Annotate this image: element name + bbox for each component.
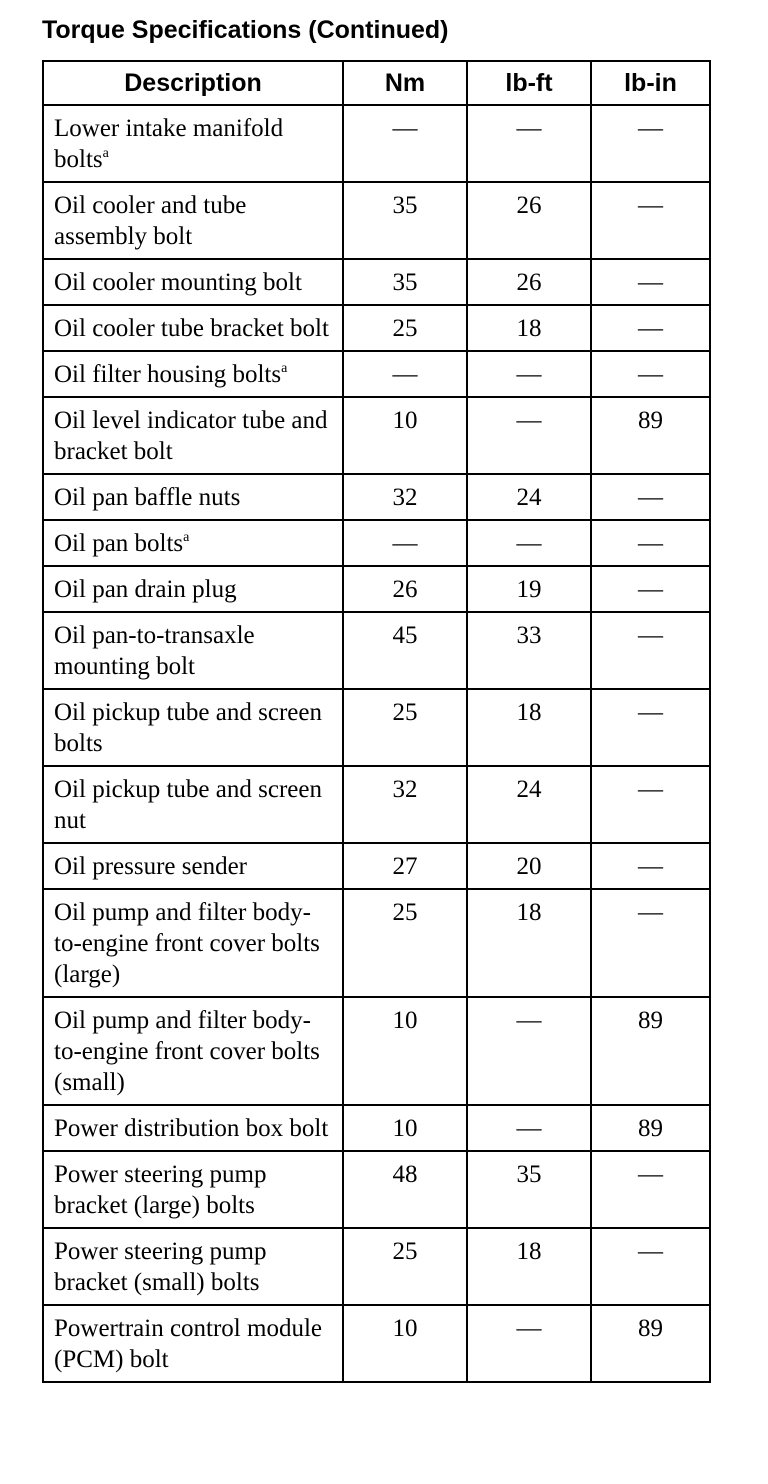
lb-in-cell: 89 bbox=[591, 397, 710, 474]
lb-in-cell: 89 bbox=[591, 1105, 710, 1151]
description-cell bbox=[43, 766, 343, 843]
lb-in-cell: — bbox=[591, 474, 710, 520]
lb-in-cell: — bbox=[591, 105, 710, 182]
lb-in-cell: — bbox=[591, 843, 710, 889]
lb-in-cell: — bbox=[591, 351, 710, 397]
description-text: Power distribution box bolt bbox=[54, 1115, 329, 1142]
table-row bbox=[43, 843, 710, 889]
table-row bbox=[43, 612, 710, 689]
nm-cell: 35 bbox=[343, 182, 467, 259]
lb-ft-cell: — bbox=[467, 997, 591, 1105]
nm-cell: 45 bbox=[343, 612, 467, 689]
description-text: Oil pan baffle nuts bbox=[54, 484, 241, 511]
torque-spec-table bbox=[42, 60, 711, 1383]
lb-ft-cell: — bbox=[467, 1305, 591, 1382]
nm-cell: 25 bbox=[343, 305, 467, 351]
lb-ft-cell: 18 bbox=[467, 689, 591, 766]
description-text: Oil filter housing bolts bbox=[54, 361, 282, 388]
description-cell bbox=[43, 105, 343, 182]
description-cell bbox=[43, 474, 343, 520]
nm-cell: 32 bbox=[343, 766, 467, 843]
lb-in-cell: — bbox=[591, 520, 710, 566]
description-cell bbox=[43, 843, 343, 889]
table-row bbox=[43, 351, 710, 397]
description-text: Oil pump and filter body-to-engine front cover bolts (large) bbox=[54, 899, 320, 988]
table-row bbox=[43, 397, 710, 474]
table-body bbox=[43, 105, 710, 1382]
nm-cell: 27 bbox=[343, 843, 467, 889]
lb-ft-cell: 24 bbox=[467, 766, 591, 843]
nm-cell: 48 bbox=[343, 1151, 467, 1228]
lb-in-cell: — bbox=[591, 566, 710, 612]
description-cell bbox=[43, 889, 343, 997]
description-text: Powertrain control module (PCM) bolt bbox=[54, 1315, 322, 1373]
nm-cell: 32 bbox=[343, 474, 467, 520]
table-row bbox=[43, 1151, 710, 1228]
lb-in-cell: — bbox=[591, 182, 710, 259]
column-header-lb-in: lb-in bbox=[591, 61, 710, 105]
description-text: Lower intake manifold bolts bbox=[54, 115, 284, 173]
description-text: Oil cooler mounting bolt bbox=[54, 269, 302, 296]
table-row bbox=[43, 566, 710, 612]
lb-in-cell: — bbox=[591, 766, 710, 843]
table-row bbox=[43, 997, 710, 1105]
footnote-marker: a bbox=[102, 146, 109, 161]
lb-ft-cell: 24 bbox=[467, 474, 591, 520]
description-text: Oil pan-to-transaxle mounting bolt bbox=[54, 622, 255, 680]
description-text: Power steering pump bracket (small) bolts bbox=[54, 1238, 267, 1296]
description-text: Oil pickup tube and screen nut bbox=[54, 776, 322, 834]
description-cell bbox=[43, 1151, 343, 1228]
description-cell bbox=[43, 305, 343, 351]
lb-in-cell: 89 bbox=[591, 1305, 710, 1382]
lb-in-cell: 89 bbox=[591, 997, 710, 1105]
lb-ft-cell: — bbox=[467, 397, 591, 474]
lb-in-cell: — bbox=[591, 689, 710, 766]
nm-cell: 10 bbox=[343, 1105, 467, 1151]
nm-cell: 25 bbox=[343, 689, 467, 766]
description-text: Oil pressure sender bbox=[54, 853, 247, 880]
description-cell bbox=[43, 1228, 343, 1305]
description-cell bbox=[43, 259, 343, 305]
description-text: Oil cooler and tube assembly bolt bbox=[54, 192, 247, 250]
description-cell bbox=[43, 1105, 343, 1151]
nm-cell: 10 bbox=[343, 397, 467, 474]
lb-ft-cell: — bbox=[467, 105, 591, 182]
nm-cell: 25 bbox=[343, 1228, 467, 1305]
description-cell bbox=[43, 612, 343, 689]
page-title: Torque Specifications (Continued) bbox=[42, 16, 449, 44]
nm-cell: 25 bbox=[343, 889, 467, 997]
nm-cell: 10 bbox=[343, 1305, 467, 1382]
description-cell bbox=[43, 566, 343, 612]
column-header-nm: Nm bbox=[343, 61, 467, 105]
lb-ft-cell: 26 bbox=[467, 182, 591, 259]
table-row bbox=[43, 1228, 710, 1305]
lb-ft-cell: 33 bbox=[467, 612, 591, 689]
description-text: Oil pan drain plug bbox=[54, 576, 237, 603]
description-cell bbox=[43, 397, 343, 474]
table-row bbox=[43, 889, 710, 997]
table-row bbox=[43, 689, 710, 766]
nm-cell: — bbox=[343, 351, 467, 397]
description-cell bbox=[43, 351, 343, 397]
lb-in-cell: — bbox=[591, 305, 710, 351]
lb-ft-cell: 18 bbox=[467, 1228, 591, 1305]
table-row bbox=[43, 520, 710, 566]
table-header-row bbox=[43, 61, 710, 105]
lb-in-cell: — bbox=[591, 259, 710, 305]
lb-ft-cell: 18 bbox=[467, 305, 591, 351]
footnote-marker: a bbox=[281, 361, 288, 376]
nm-cell: 35 bbox=[343, 259, 467, 305]
table-row bbox=[43, 105, 710, 182]
column-header-description: Description bbox=[43, 61, 343, 105]
description-text: Oil cooler tube bracket bolt bbox=[54, 315, 329, 342]
table-row bbox=[43, 1305, 710, 1382]
description-text: Oil pan bolts bbox=[54, 530, 184, 557]
lb-ft-cell: — bbox=[467, 520, 591, 566]
lb-in-cell: — bbox=[591, 889, 710, 997]
lb-in-cell: — bbox=[591, 1151, 710, 1228]
description-text: Oil level indicator tube and bracket bolt bbox=[54, 407, 328, 465]
description-cell bbox=[43, 1305, 343, 1382]
lb-in-cell: — bbox=[591, 612, 710, 689]
lb-ft-cell: 35 bbox=[467, 1151, 591, 1228]
nm-cell: 10 bbox=[343, 997, 467, 1105]
table-row bbox=[43, 1105, 710, 1151]
nm-cell: — bbox=[343, 520, 467, 566]
nm-cell: 26 bbox=[343, 566, 467, 612]
description-cell bbox=[43, 520, 343, 566]
description-cell bbox=[43, 997, 343, 1105]
lb-ft-cell: — bbox=[467, 351, 591, 397]
lb-ft-cell: 20 bbox=[467, 843, 591, 889]
nm-cell: — bbox=[343, 105, 467, 182]
table-row bbox=[43, 182, 710, 259]
description-text: Oil pickup tube and screen bolts bbox=[54, 699, 322, 757]
table-row bbox=[43, 766, 710, 843]
description-cell bbox=[43, 689, 343, 766]
description-text: Oil pump and filter body-to-engine front cover bolts (small) bbox=[54, 1007, 320, 1096]
table-row bbox=[43, 259, 710, 305]
column-header-lb-ft: lb-ft bbox=[467, 61, 591, 105]
footnote-marker: a bbox=[183, 530, 190, 545]
table-row bbox=[43, 474, 710, 520]
lb-ft-cell: 18 bbox=[467, 889, 591, 997]
lb-ft-cell: — bbox=[467, 1105, 591, 1151]
description-cell bbox=[43, 182, 343, 259]
lb-ft-cell: 26 bbox=[467, 259, 591, 305]
lb-ft-cell: 19 bbox=[467, 566, 591, 612]
lb-in-cell: — bbox=[591, 1228, 710, 1305]
description-text: Power steering pump bracket (large) bolts bbox=[54, 1161, 267, 1219]
table-row bbox=[43, 305, 710, 351]
